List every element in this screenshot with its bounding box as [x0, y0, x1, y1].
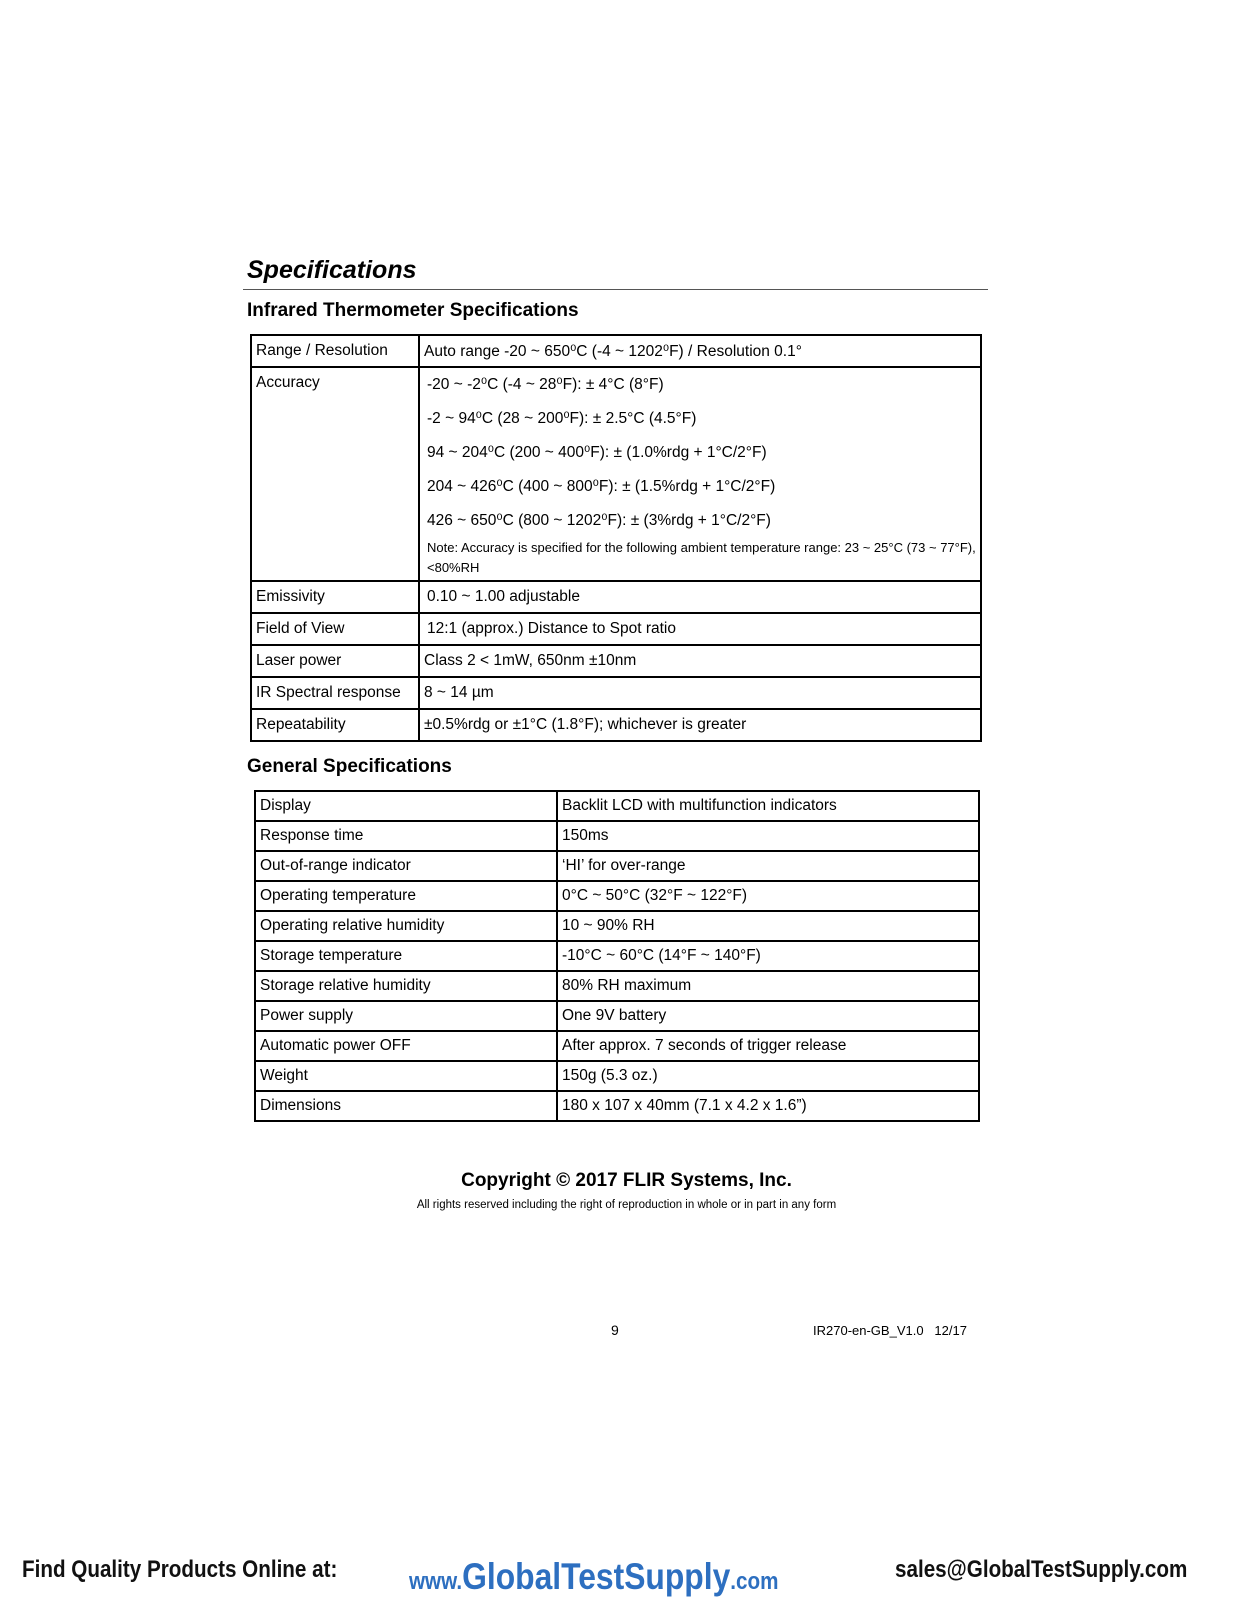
spec-label: Storage temperature [255, 941, 557, 971]
spec-value: ±0.5%rdg or ±1°C (1.8°F); whichever is greater [419, 709, 981, 741]
table-row [255, 971, 979, 1001]
spec-label: Operating temperature [255, 881, 557, 911]
page-title: Specifications [247, 256, 417, 284]
spec-label: Accuracy [251, 367, 419, 581]
spec-label: Range / Resolution [251, 335, 419, 367]
ir-specs-heading: Infrared Thermometer Specifications [247, 300, 579, 321]
table-row [255, 1001, 979, 1031]
spec-label: Weight [255, 1061, 557, 1091]
footer-tagline: Find Quality Products Online at: [22, 1556, 338, 1583]
table-row [251, 335, 981, 367]
spec-value: Auto range -20 ~ 650⁰C (-4 ~ 1202⁰F) / Resolution 0.1° [419, 335, 981, 367]
spec-value: One 9V battery [557, 1001, 979, 1031]
ir-specs-table [250, 334, 982, 742]
spec-value: After approx. 7 seconds of trigger release [557, 1031, 979, 1061]
website-prefix: www. [409, 1568, 463, 1595]
spec-label: Automatic power OFF [255, 1031, 557, 1061]
spec-value: 0°C ~ 50°C (32°F ~ 122°F) [557, 881, 979, 911]
table-row [255, 881, 979, 911]
spec-value: 0.10 ~ 1.00 adjustable [419, 581, 981, 613]
spec-value: Class 2 < 1mW, 650nm ±10nm [419, 645, 981, 677]
spec-label: Display [255, 791, 557, 821]
spec-label: Laser power [251, 645, 419, 677]
spec-value: 150g (5.3 oz.) [557, 1061, 979, 1091]
document-code: IR270-en-GB_V1.0 12/17 [813, 1323, 967, 1338]
spec-label: Repeatability [251, 709, 419, 741]
accuracy-line: 426 ~ 650⁰C (800 ~ 1202⁰F): ± (3%rdg + 1°C/2°F) [427, 512, 771, 529]
general-specs-heading: General Specifications [247, 756, 452, 777]
spec-value: ‘HI’ for over-range [557, 851, 979, 881]
spec-value: -10°C ~ 60°C (14°F ~ 140°F) [557, 941, 979, 971]
table-row [251, 709, 981, 741]
title-divider [243, 289, 988, 290]
spec-label: Power supply [255, 1001, 557, 1031]
spec-value: 80% RH maximum [557, 971, 979, 1001]
accuracy-line: 204 ~ 426⁰C (400 ~ 800⁰F): ± (1.5%rdg + 1°C/2°F) [427, 478, 776, 495]
page-number: 9 [611, 1322, 619, 1338]
general-specs-table [254, 790, 980, 1122]
spec-value: 150ms [557, 821, 979, 851]
table-row [255, 851, 979, 881]
table-row [251, 645, 981, 677]
rights-notice: All rights reserved including the right of reproduction in whole or in part in any form [416, 1199, 837, 1211]
spec-label: Dimensions [255, 1091, 557, 1121]
spec-label: Response time [255, 821, 557, 851]
website-brand: GlobalTestSupply [462, 1556, 731, 1597]
table-row [251, 367, 981, 581]
accuracy-line: 94 ~ 204⁰C (200 ~ 400⁰F): ± (1.0%rdg + 1°C/2°F) [427, 444, 767, 461]
table-row [255, 1031, 979, 1061]
spec-label: Field of View [251, 613, 419, 645]
spec-value: 8 ~ 14 µm [419, 677, 981, 709]
table-row [251, 677, 981, 709]
website-tld: .com [730, 1568, 779, 1595]
spec-value: 12:1 (approx.) Distance to Spot ratio [419, 613, 981, 645]
spec-label: Storage relative humidity [255, 971, 557, 1001]
footer-email-link[interactable]: sales@GlobalTestSupply.com [895, 1556, 1188, 1583]
spec-value: 10 ~ 90% RH [557, 911, 979, 941]
spec-label: IR Spectral response [251, 677, 419, 709]
accuracy-line: -2 ~ 94⁰C (28 ~ 200⁰F): ± 2.5°C (4.5°F) [427, 410, 697, 427]
table-row [255, 821, 979, 851]
accuracy-line: -20 ~ -2⁰C (-4 ~ 28⁰F): ± 4°C (8°F) [427, 376, 664, 393]
spec-label: Out-of-range indicator [255, 851, 557, 881]
table-row [255, 941, 979, 971]
spec-value: 180 x 107 x 40mm (7.1 x 4.2 x 1.6”) [557, 1091, 979, 1121]
table-row [255, 791, 979, 821]
table-row [251, 613, 981, 645]
table-row [255, 911, 979, 941]
copyright-notice: Copyright © 2017 FLIR Systems, Inc. [461, 1170, 792, 1191]
spec-label: Emissivity [251, 581, 419, 613]
spec-value: Backlit LCD with multifunction indicators [557, 791, 979, 821]
table-row [251, 581, 981, 613]
footer-website-link[interactable] [409, 1556, 778, 1598]
spec-label: Operating relative humidity [255, 911, 557, 941]
table-row [255, 1091, 979, 1121]
accuracy-note: Note: Accuracy is specified for the following ambient temperature range: 23 ~ 25°C (73 ~ 77°F), <80%RH [427, 540, 976, 575]
table-row [255, 1061, 979, 1091]
accuracy-values [419, 367, 981, 581]
